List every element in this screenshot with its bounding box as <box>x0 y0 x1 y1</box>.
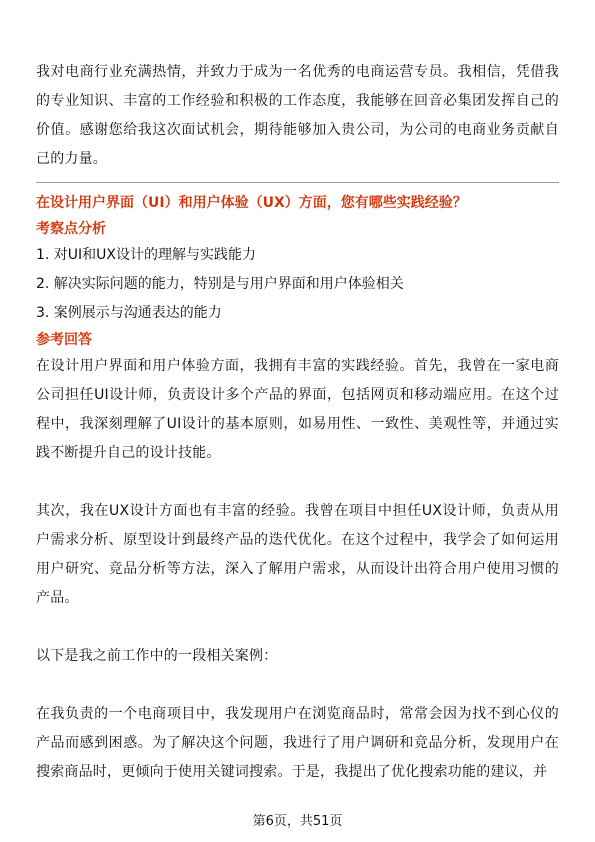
paragraph-gap <box>36 468 559 497</box>
answer-label: 参考回答 <box>36 332 92 348</box>
analysis-point: 2. 解决实际问题的能力，特别是与用户界面和用户体验相关 <box>36 276 404 292</box>
answer-paragraph: 以下是我之前工作中的一段相关案例： <box>36 648 278 664</box>
paragraph-gap <box>36 613 559 642</box>
answer-paragraph: 在设计用户界面和用户体验方面，我拥有丰富的实践经验。首先，我曾在一家电商公司担任UI设计师，负责设计多个产品的界面，包括网页和移动端应用。在这个过程中，我深刻理解了UI设计的基本原则，如易用性、一致性、美观性等，并通过实践不断提升自己的设计技能。 <box>36 358 559 461</box>
analysis-label: 考察点分析 <box>36 221 106 237</box>
document-page <box>36 58 559 787</box>
intro-paragraph: 我对电商行业充满热情，并致力于成为一名优秀的电商运营专员。我相信，凭借我的专业知识、丰富的工作经验和积极的工作态度，我能够在回音必集团发挥自己的价值。感谢您给我这次面试机会，期待能够加入贵公司，为公司的电商业务贡献自己的力量。 <box>36 64 559 167</box>
question-heading: 在设计用户界面（UI）和用户体验（UX）方面，您有哪些实践经验？ <box>36 195 467 211</box>
analysis-point: 3. 案例展示与沟通表达的能力 <box>36 305 222 321</box>
analysis-point: 1. 对UI和UX设计的理解与实践能力 <box>36 247 257 263</box>
answer-paragraph: 其次，我在UX设计方面也有丰富的经验。我曾在项目中担任UX设计师，负责从用户需求分析、原型设计到最终产品的迭代优化。在这个过程中，我学会了如何运用用户研究、竞品分析等方法，深入了解用户需求，从而设计出符合用户使用习惯的产品。 <box>36 503 559 606</box>
paragraph-gap <box>36 671 559 700</box>
section-divider <box>36 182 559 183</box>
answer-paragraph: 在我负责的一个电商项目中，我发现用户在浏览商品时，常常会因为找不到心仪的产品而感到困惑。为了解决这个问题，我进行了用户调研和竞品分析，发现用户在搜索商品时，更倾向于使用关键词搜索。于是，我提出了优化搜索功能的建议，并 <box>36 706 559 780</box>
page-number-footer: 第6页，共51页 <box>252 814 343 829</box>
